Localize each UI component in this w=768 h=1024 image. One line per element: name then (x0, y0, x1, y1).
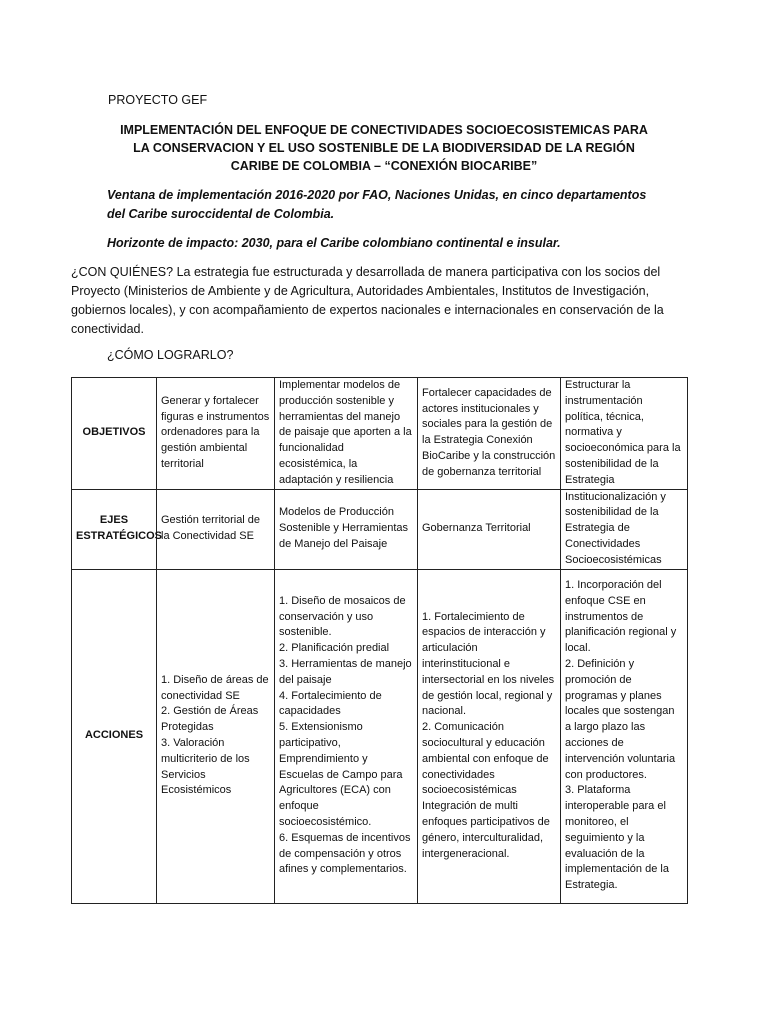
table-row-strategic-axes (72, 489, 688, 569)
table-cell: Implementar modelos de producción sostenible y herramientas del manejo de paisaje que aporten a la funcionalidad ecosistémica, la adaptación y resiliencia (275, 378, 418, 490)
document-title: IMPLEMENTACIÓN DEL ENFOQUE DE CONECTIVIDADES SOCIOECOSISTEMICAS PARA LA CONSERVACION Y EL USO SOSTENIBLE DE LA BIODIVERSIDAD DE LA REGIÓN CARIBE DE COLOMBIA – “CONEXIÓN BIOCARIBE” (120, 123, 648, 173)
table-cell: Gestión territorial de la Conectividad SE (157, 489, 275, 569)
table-cell: Gobernanza Territorial (418, 489, 561, 569)
table-cell: Modelos de Producción Sostenible y Herramientas de Manejo del Paisaje (275, 489, 418, 569)
project-label: PROYECTO GEF (108, 93, 208, 107)
table-cell: Fortalecer capacidades de actores institucionales y sociales para la gestión de la Estrategia Conexión BioCaribe y la construcción de gobernanza territorial (418, 378, 561, 490)
table-cell-wrap (275, 569, 418, 903)
with-whom-paragraph: ¿CON QUIÉNES? La estrategia fue estructurada y desarrollada de manera participativa con los socios del Proyecto (Ministerios de Ambiente y de Agricultura, Autoridades Ambientales, Institutos de Investigación, gobiernos locales), y con acompañamiento de expertos nacionales e internacionales en conservación de la conectividad. (71, 265, 664, 336)
row-head-objectives: OBJETIVOS (72, 378, 157, 490)
table-cell: 1. Fortalecimiento de espacios de interacción y articulación interinstitucional e intersectorial en los niveles de gestión local, regional y nacional. 2. Comunicación sociocultural y educación ambiental con enfoque de conectividades socioecosistémicas Integración de multi enfoques participativos de género, interculturalidad, intergeneracional. (422, 610, 555, 860)
row-head-strategic-axes: EJES ESTRATÉGICOS (72, 489, 157, 569)
table-cell: 1. Diseño de mosaicos de conservación y uso sostenible. 2. Planificación predial 3. Herramientas de manejo del paisaje 4. Fortalecimiento de capacidades 5. Extensionismo participativo, Emprendimiento y Escuelas de Campo para Agricultores (ECA) con enfoque socioecosistémico. 6. Esquemas de incentivos de compensación y otros afines y complementarios. (279, 594, 412, 876)
table-cell: 1. Diseño de áreas de conectividad SE 2. Gestión de Áreas Protegidas 3. Valoración multicriterio de los Servicios Ecosistémicos (161, 673, 269, 797)
impact-horizon: Horizonte de impacto: 2030, para el Caribe colombiano continental e insular. (107, 236, 561, 250)
table-cell-wrap (561, 569, 688, 903)
table-cell: Estructurar la instrumentación política, técnica, normativa y socioeconómica para la sostenibilidad de la Estrategia (561, 378, 688, 490)
table-cell: 1. Incorporación del enfoque CSE en instrumentos de planificación regional y local. 2. Definición y promoción de programas y planes locales que sostengan a largo plazo las acciones de intervención voluntaria con productores. 3. Plataforma interoperable para el monitoreo, el seguimiento y la evaluación de la implementación de la Estrategia. (565, 579, 677, 892)
table-cell-wrap (157, 569, 275, 903)
implementation-window: Ventana de implementación 2016-2020 por FAO, Naciones Unidas, en cinco departamentos del Caribe suroccidental de Colombia. (107, 188, 647, 221)
table-cell-wrap (418, 569, 561, 903)
how-heading: ¿CÓMO LOGRARLO? (107, 348, 234, 362)
row-head-actions: ACCIONES (72, 569, 157, 903)
table-row-objectives (72, 378, 688, 490)
table-cell: Generar y fortalecer figuras e instrumentos ordenadores para la gestión ambiental territorial (157, 378, 275, 490)
table-row-actions (72, 569, 688, 903)
table-cell: Institucionalización y sostenibilidad de la Estrategia de Conectividades Socioecosistémicas (561, 489, 688, 569)
strategy-table (71, 377, 688, 904)
